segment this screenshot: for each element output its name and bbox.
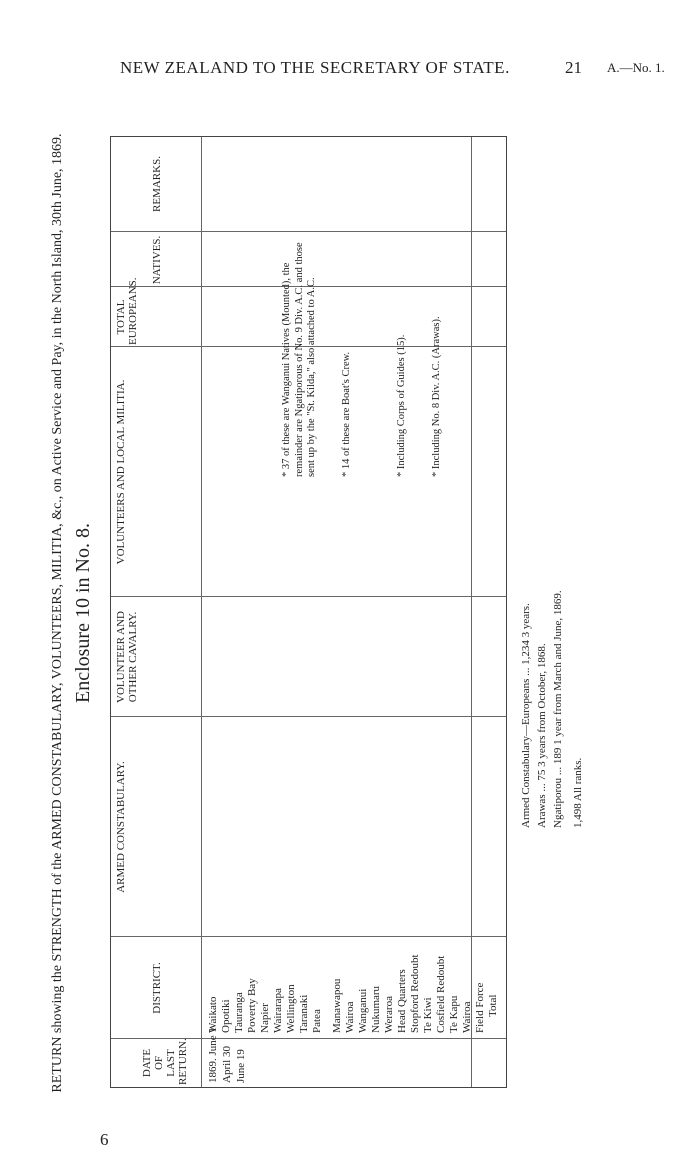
row-date: 1869. June 1 (207, 1027, 219, 1083)
row-district: Opotiki (220, 999, 232, 1033)
row-district: Stopford Redoubt (409, 954, 421, 1033)
row-district: Weraroa (383, 996, 395, 1033)
running-head-page-number: 21 (565, 58, 582, 77)
group-header-total-europeans: TOTAL EUROPEANS. (115, 277, 139, 345)
column-header-district: DISTRICT. (151, 962, 163, 1014)
footer-page-number: 6 (100, 1130, 109, 1149)
row-district: Patea (311, 1009, 323, 1033)
summary-line: Arawas ... 75 3 years from October, 1868. (536, 643, 548, 828)
row-district: Field Force (474, 982, 486, 1033)
column-header-remarks: REMARKS. (151, 156, 163, 212)
column-rule (111, 231, 506, 232)
group-header-volunteers: VOLUNTEERS AND LOCAL MILITIA. (115, 379, 127, 565)
row-district: Waikato (207, 996, 219, 1033)
remark-note: * Including Corps of Guides (15). (396, 334, 407, 477)
row-district: Head Quarters (396, 969, 408, 1033)
summary-line: Ngatiporou ... 189 1 year from March and June, 1869. (552, 590, 564, 828)
row-district: Tauranga (233, 992, 245, 1033)
row-district: Napier (259, 1003, 271, 1033)
header-rule (201, 137, 202, 1087)
total-rule (471, 137, 472, 1087)
row-district: Te Kapu (448, 995, 460, 1033)
enclosure-heading: Enclosure 10 in No. 8. (72, 523, 94, 703)
column-rule (111, 596, 506, 597)
row-district: Wellington (285, 984, 297, 1033)
row-district: Wairarapa (272, 988, 284, 1033)
row-district: Manawapou (331, 978, 343, 1033)
group-header-armed: ARMED CONSTABULARY. (115, 761, 127, 893)
summary-line: Armed Constabulary—Europeans ... 1,234 3 years. (520, 603, 532, 828)
row-district: Nukumaru (370, 985, 382, 1033)
column-rule (111, 936, 506, 937)
return-title: RETURN showing the STRENGTH of the ARMED CONSTABULARY, VOLUNTEERS, MILITIA, &c., on Active Service and Pay, in the North Island, 30th June, 1869. (50, 133, 65, 1093)
row-district: Poverty Bay (246, 978, 258, 1033)
rotated-return-table (50, 98, 620, 1128)
row-district: Cosfield Redoubt (435, 955, 447, 1033)
row-district: Wairoa (461, 1001, 473, 1033)
column-rule (111, 716, 506, 717)
column-header-date: DATE OF LAST RETURN. (141, 1038, 189, 1085)
row-district: Te Kiwi (422, 997, 434, 1033)
remark-note: * Including No. 8 Div. A.C. (Arawas). (431, 316, 442, 477)
total-label: Total (487, 994, 499, 1017)
row-date: April 30 (221, 1046, 233, 1083)
column-rule (111, 1038, 506, 1039)
remark-note: * 14 of these are Boat's Crew. (341, 351, 352, 477)
running-head-reference: A.—No. 1. (607, 60, 665, 75)
row-district: Taranaki (298, 994, 310, 1033)
column-header-natives: NATIVES. (151, 235, 163, 285)
row-date: June 19 (235, 1049, 247, 1083)
group-header-cavalry: VOLUNTEER AND OTHER CAVALRY. (115, 611, 139, 703)
running-head-title: NEW ZEALAND TO THE SECRETARY OF STATE. (120, 58, 510, 77)
remark-note: * 37 of these are Wanganui Natives (Mounted), the remainder are Ngatiporous of No. 9 Div. A.C. and those sent up by the "St. Kilda," also attached to A.C. (281, 242, 318, 477)
summary-total: 1,498 All ranks. (572, 757, 584, 828)
row-district: Wanganui (357, 988, 369, 1033)
return-table (110, 136, 507, 1088)
row-district: Wairoa (344, 1001, 356, 1033)
